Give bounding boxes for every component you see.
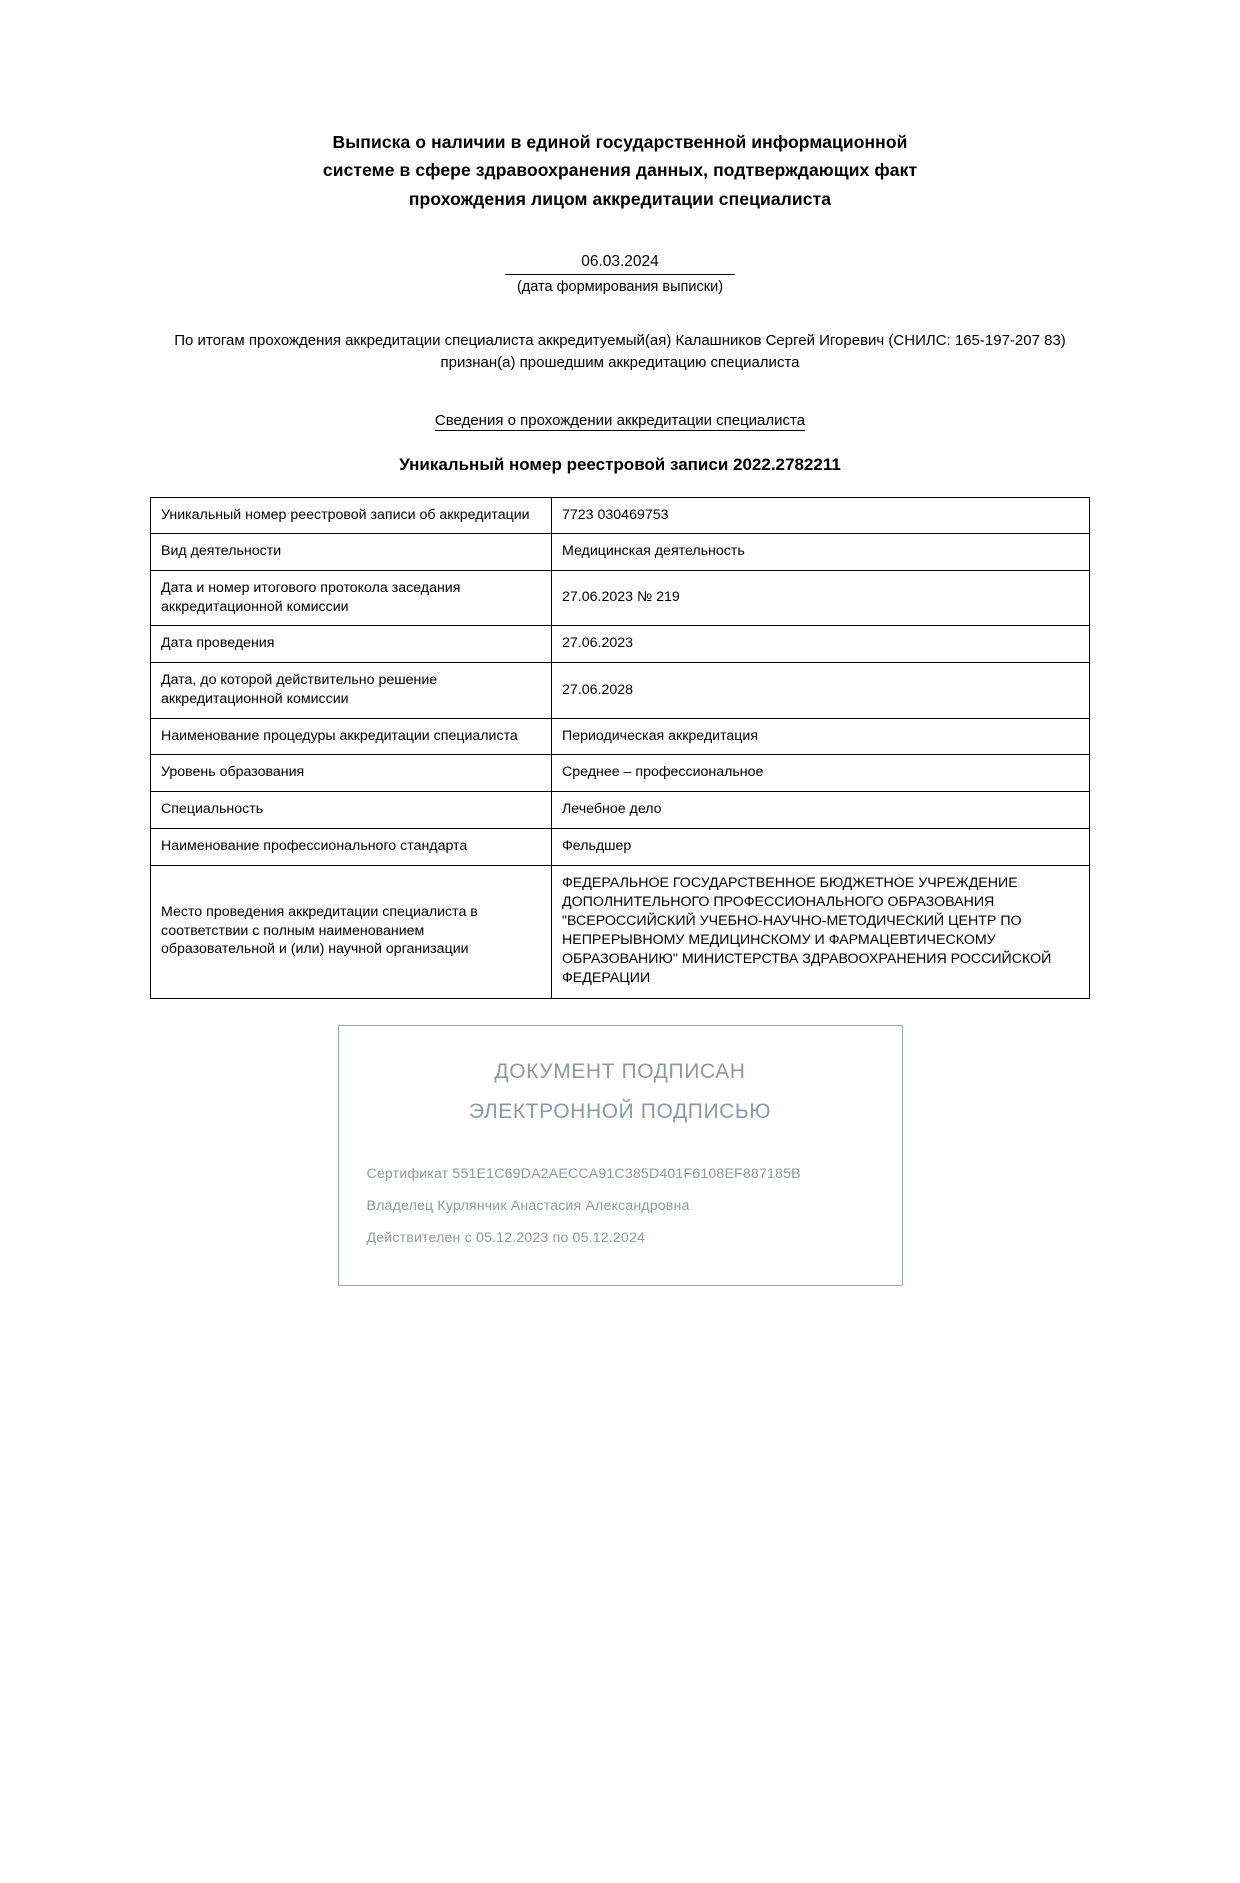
accreditation-details-table (150, 497, 1090, 999)
table-cell-label: Место проведения аккредитации специалиста в соответствии с полным наименованием образовательной и (или) научной организации (151, 865, 552, 998)
signature-title-line-1: ДОКУМЕНТ ПОДПИСАН (494, 1059, 746, 1083)
electronic-signature-stamp (150, 1025, 1090, 1287)
table-cell-value: Фельдшер (552, 828, 1090, 865)
table-cell-value: 27.06.2023 (552, 626, 1090, 663)
table-cell-value: Периодическая аккредитация (552, 718, 1090, 755)
table-cell-label: Дата, до которой действительно решение аккредитационной комиссии (151, 663, 552, 718)
table-row (151, 663, 1090, 718)
table-cell-value: Медицинская деятельность (552, 534, 1090, 571)
table-cell-label: Уровень образования (151, 755, 552, 792)
table-row (151, 828, 1090, 865)
page-title-line-1: Выписка о наличии в единой государственной информационной (332, 132, 908, 152)
signature-details (367, 1159, 874, 1255)
table-cell-label: Вид деятельности (151, 534, 552, 571)
document-page (0, 128, 1240, 1883)
table-cell-value: Среднее – профессиональное (552, 755, 1090, 792)
table-row (151, 626, 1090, 663)
section-heading-text: Сведения о прохождении аккредитации специалиста (434, 411, 806, 429)
intro-paragraph (150, 330, 1090, 374)
table-row (151, 792, 1090, 829)
page-title-line-3: прохождения лицом аккредитации специалиста (408, 188, 832, 209)
signature-certificate: Сертификат 551E1C69DA2AECCA91C385D401F6108EF887185B (366, 1166, 801, 1183)
intro-line-2: признан(а) прошедшим аккредитацию специалиста (440, 353, 800, 371)
table-cell-label: Дата проведения (151, 626, 552, 663)
table-row (151, 570, 1090, 625)
signature-title-line-2: ЭЛЕКТРОННОЙ ПОДПИСЬЮ (468, 1099, 772, 1123)
table-cell-value: ФЕДЕРАЛЬНОЕ ГОСУДАРСТВЕННОЕ БЮДЖЕТНОЕ УЧРЕЖДЕНИЕ ДОПОЛНИТЕЛЬНОГО ПРОФЕССИОНАЛЬНОГО ОБРАЗОВАНИЯ "ВСЕРОССИЙСКИЙ УЧЕБНО-НАУЧНО-МЕТОДИЧЕСКИЙ ЦЕНТР ПО НЕПРЕРЫВНОМУ МЕДИЦИНСКОМУ И ФАРМАЦЕВТИЧЕСКОМУ ОБРАЗОВАНИЮ" МИНИСТЕРСТВА ЗДРАВООХРАНЕНИЯ РОССИЙСКОЙ ФЕДЕРАЦИИ (552, 865, 1090, 998)
registry-record-number: Уникальный номер реестровой записи 2022.2782211 (399, 454, 841, 474)
intro-line-1: По итогам прохождения аккредитации специалиста аккредитуемый(ая) Калашников Сергей Игоревич (СНИЛС: 165-197-207 83) (174, 332, 1066, 350)
table-row (151, 534, 1090, 571)
table-row (151, 497, 1090, 534)
table-cell-value: Лечебное дело (552, 792, 1090, 829)
signature-box (338, 1025, 903, 1287)
signature-owner: Владелец Курлянчик Анастасия Александровна (366, 1198, 690, 1215)
formation-date-block (150, 253, 1090, 296)
table-row (151, 718, 1090, 755)
table-cell-label: Уникальный номер реестровой записи об аккредитации (151, 497, 552, 534)
page-title-line-2: системе в сфере здравоохранения данных, подтверждающих факт (322, 160, 918, 181)
formation-date-caption: (дата формирования выписки) (516, 278, 724, 295)
page-title (150, 128, 1090, 213)
table-cell-label: Наименование процедуры аккредитации специалиста (151, 718, 552, 755)
table-cell-label: Дата и номер итогового протокола заседания аккредитационной комиссии (151, 570, 552, 625)
section-heading (150, 412, 1090, 429)
table-cell-value: 27.06.2028 (552, 663, 1090, 718)
table-cell-label: Наименование профессионального стандарта (151, 828, 552, 865)
formation-date-value: 06.03.2024 (505, 253, 735, 275)
table-cell-value: 7723 030469753 (552, 497, 1090, 534)
table-row (151, 755, 1090, 792)
table-cell-value: 27.06.2023 № 219 (552, 570, 1090, 625)
table-row (151, 865, 1090, 998)
table-cell-label: Специальность (151, 792, 552, 829)
signature-validity: Действителен с 05.12.2023 по 05.12.2024 (366, 1230, 646, 1247)
